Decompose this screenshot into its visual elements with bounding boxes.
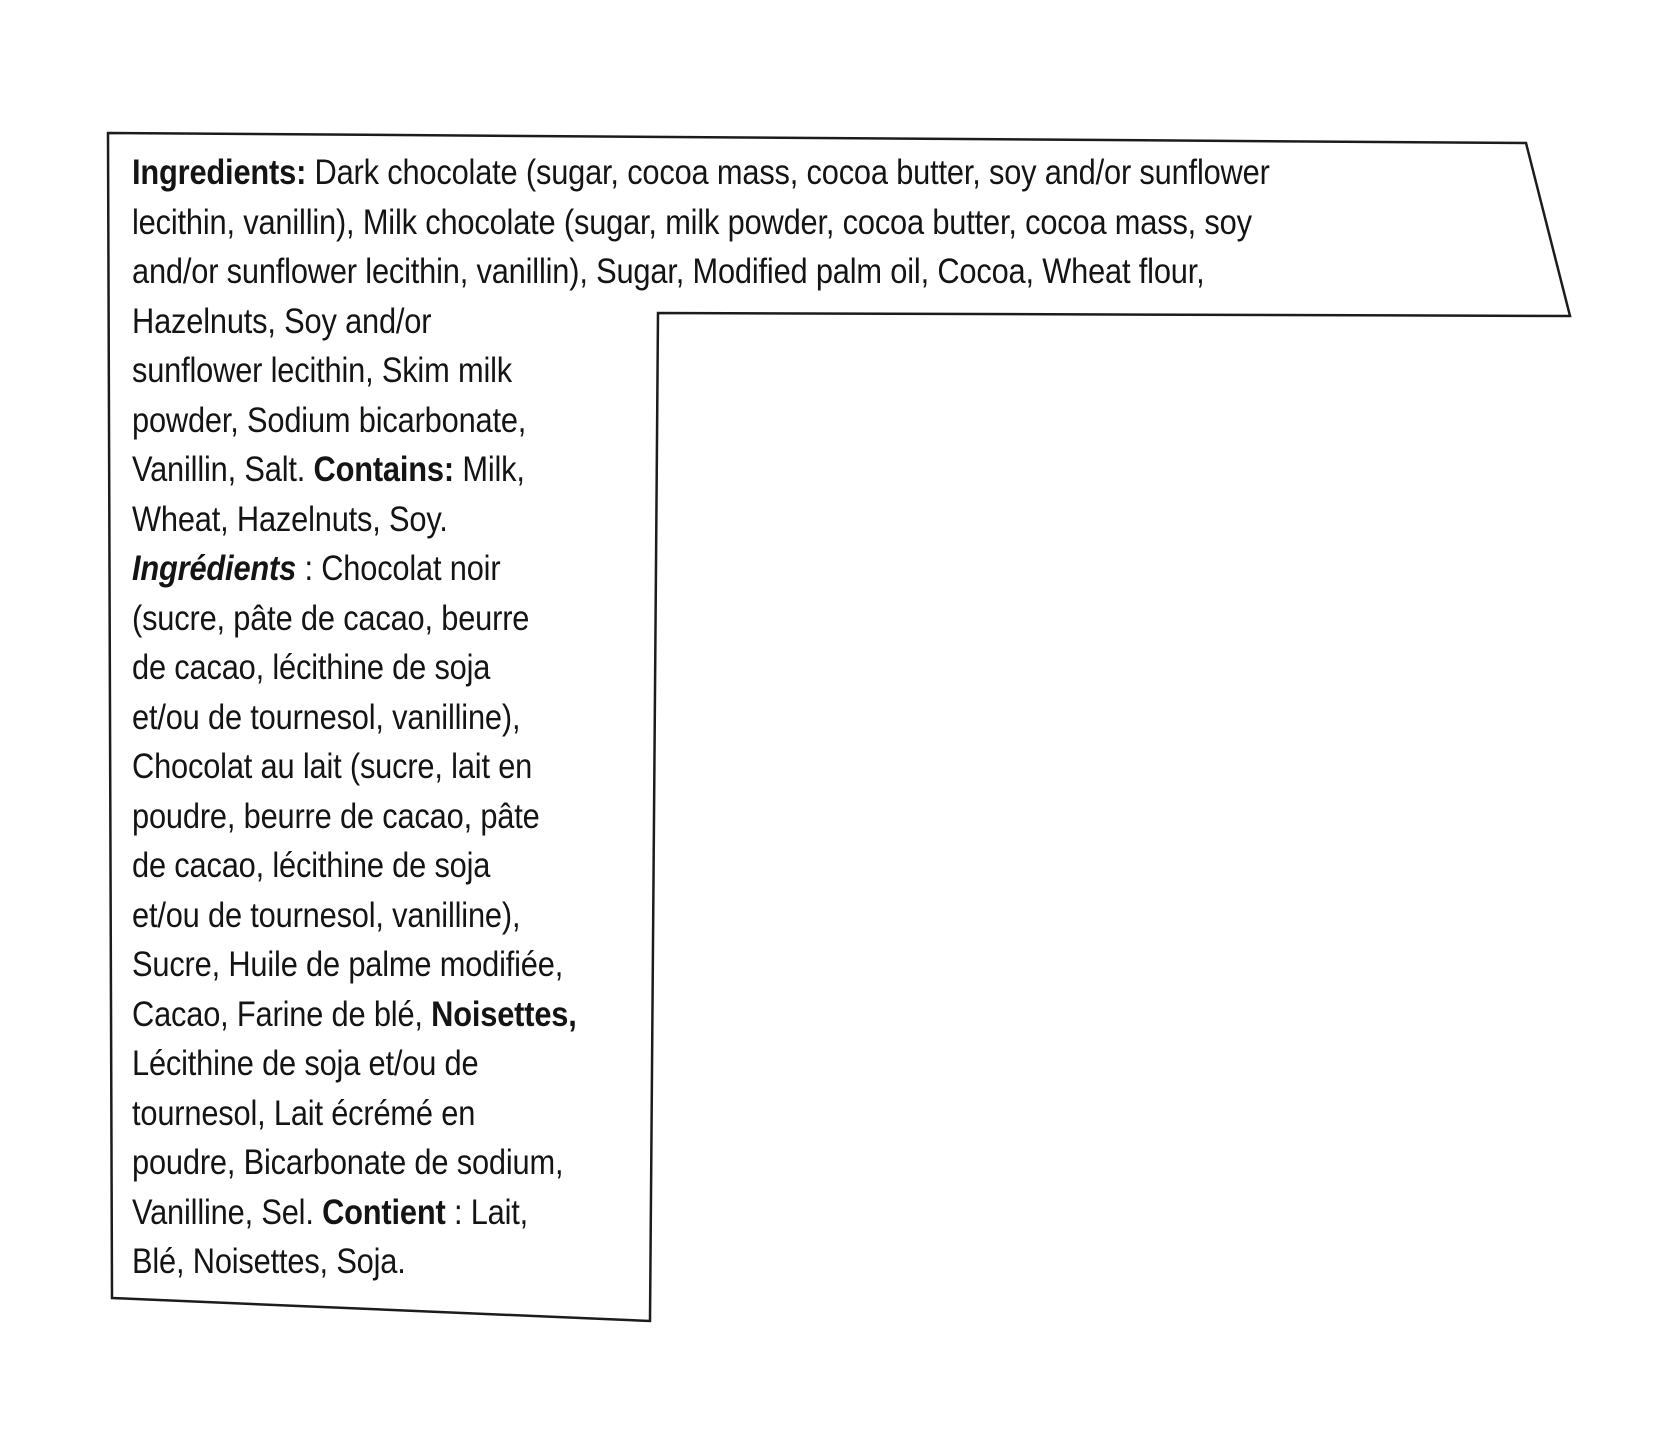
ingredient-text: Blé, Noisettes, Soja. <box>132 1242 406 1281</box>
ingredient-heading: Noisettes, <box>431 994 577 1034</box>
ingredient-text: sunflower lecithin, Skim milk <box>132 351 513 390</box>
ingredient-text: Cacao, Farine de blé, <box>132 994 432 1034</box>
ingredient-text: Wheat, Hazelnuts, Soy. <box>132 499 448 539</box>
ingredient-line <box>132 693 520 743</box>
ingredient-line <box>132 891 520 941</box>
ingredient-line <box>132 1089 475 1139</box>
ingredient-text: : Lait, <box>445 1192 529 1232</box>
ingredient-text: Lécithine de soja et/ou de <box>132 1044 479 1083</box>
ingredient-line <box>132 594 529 644</box>
ingredient-text: lecithin, vanillin), Milk chocolate (sugar, milk powder, cocoa butter, cocoa mass, soy <box>132 202 1252 242</box>
ingredient-heading: Ingrédients <box>132 549 297 588</box>
ingredient-heading: Contient <box>322 1192 446 1232</box>
ingredient-text: de cacao, lécithine de soja <box>132 648 491 687</box>
ingredient-line <box>132 1237 406 1287</box>
ingredient-text: poudre, beurre de cacao, pâte <box>132 796 540 836</box>
ingredient-text: : Chocolat noir <box>296 549 501 588</box>
ingredient-text: (sucre, pâte de cacao, beurre <box>132 598 530 638</box>
ingredient-line <box>132 940 563 990</box>
ingredient-line <box>132 346 512 396</box>
ingredient-line <box>132 1039 478 1089</box>
ingredient-line <box>132 495 448 545</box>
ingredient-text: et/ou de tournesol, vanilline), <box>132 895 521 935</box>
ingredient-line <box>132 841 490 891</box>
ingredient-line <box>132 148 1270 198</box>
ingredient-text: and/or sunflower lecithin, vanillin), Sugar, Modified palm oil, Cocoa, Wheat flour, <box>132 252 1205 291</box>
ingredient-text: Dark chocolate (sugar, cocoa mass, cocoa butter, soy and/or sunflower <box>306 153 1270 192</box>
ingredient-text: powder, Sodium bicarbonate, <box>132 400 527 440</box>
ingredient-line <box>132 445 525 495</box>
ingredient-text: tournesol, Lait écrémé en <box>132 1093 476 1133</box>
ingredient-line <box>132 1138 563 1188</box>
ingredient-line <box>132 544 500 594</box>
ingredient-line <box>132 198 1252 248</box>
ingredient-text: et/ou de tournesol, vanilline), <box>132 697 521 737</box>
ingredient-text: Vanillin, Salt. <box>132 450 314 489</box>
ingredient-text: Chocolat au lait (sucre, lait en <box>132 747 533 786</box>
ingredient-text: poudre, Bicarbonate de sodium, <box>132 1143 564 1182</box>
ingredient-text: de cacao, lécithine de soja <box>132 846 491 885</box>
ingredient-text: Sucre, Huile de palme modifiée, <box>132 945 564 984</box>
ingredient-line <box>132 643 490 693</box>
ingredient-line <box>132 792 540 842</box>
ingredient-heading: Contains: <box>313 450 454 489</box>
ingredient-line <box>132 742 532 792</box>
ingredient-text: Milk, <box>453 450 525 489</box>
ingredient-line <box>132 396 526 446</box>
ingredient-line <box>132 297 431 347</box>
ingredient-text: Vanilline, Sel. <box>132 1192 323 1232</box>
ingredient-line <box>132 1188 528 1238</box>
ingredient-line <box>132 247 1205 297</box>
ingredient-line <box>132 990 577 1040</box>
ingredient-heading: Ingredients: <box>132 153 307 192</box>
ingredient-text: Hazelnuts, Soy and/or <box>132 301 432 341</box>
